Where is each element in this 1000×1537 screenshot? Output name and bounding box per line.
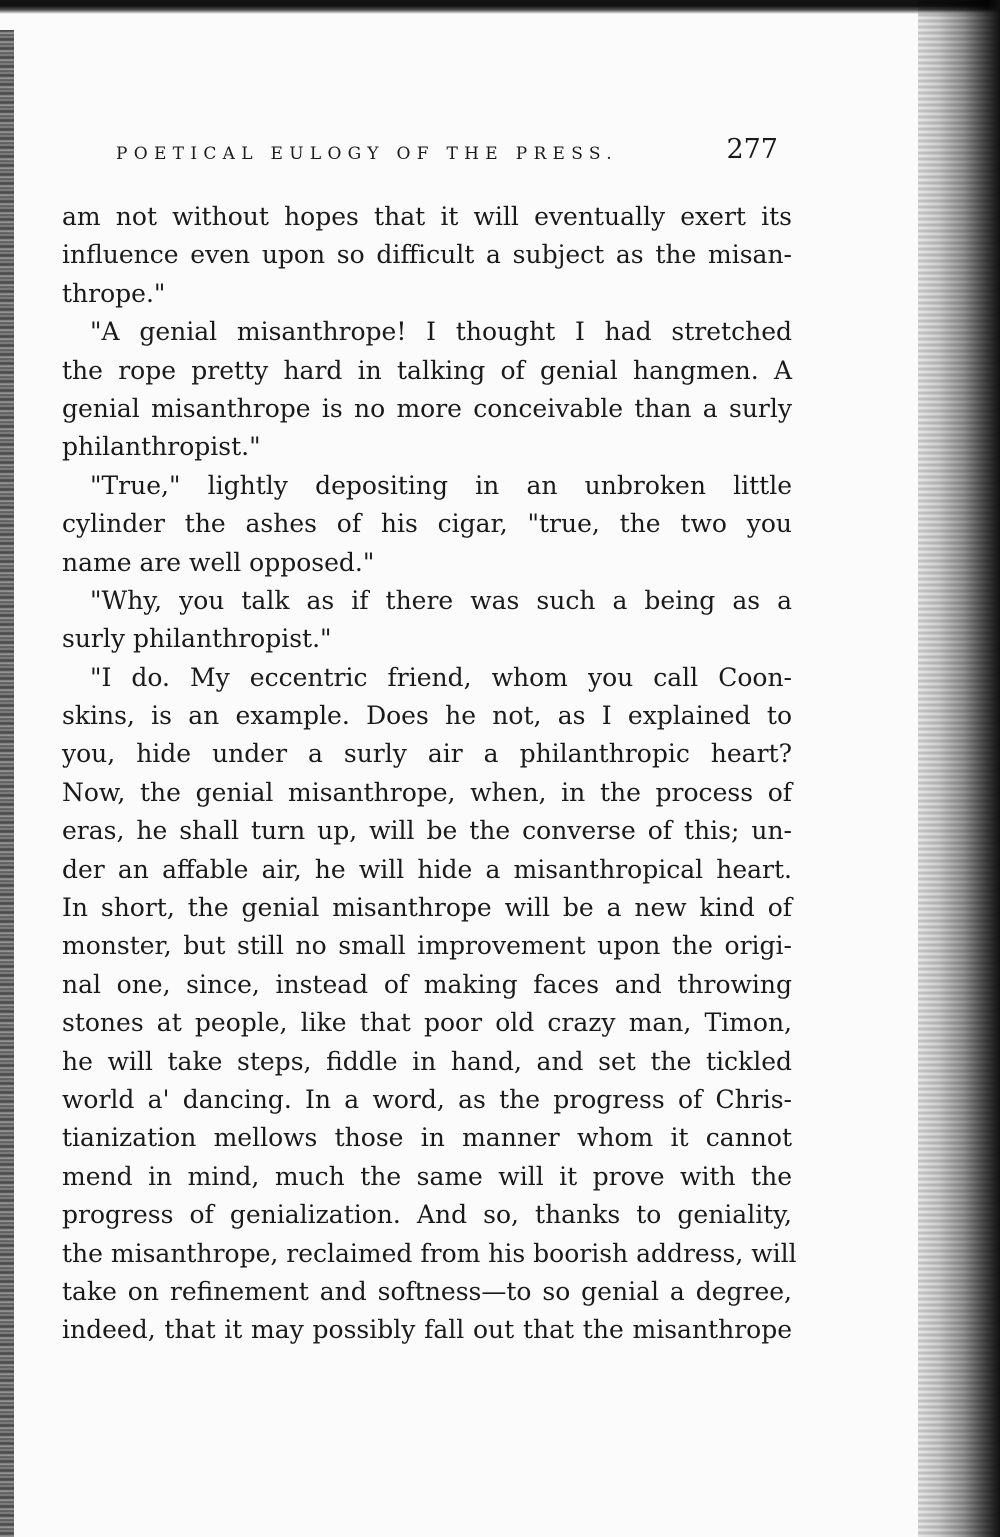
text-line: "True," lightly depositing in an unbroken little: [90, 470, 792, 500]
page-top-shadow: [0, 0, 1000, 14]
text-line: monster, but still no small improvement upon the origi-: [62, 931, 792, 961]
text-line: surly philanthropist.": [62, 624, 332, 654]
text-line: "I do. My eccentric friend, whom you call Coon-: [90, 662, 792, 692]
text-line: genial misanthrope is no more conceivable than a surly: [62, 393, 792, 423]
text-line: mend in mind, much the same will it prove with the: [62, 1161, 792, 1191]
running-head: [116, 134, 778, 174]
text-line: name are well opposed.": [62, 547, 375, 577]
text-line: progress of genialization. And so, thanks to geniality,: [62, 1200, 792, 1230]
text-line: skins, is an example. Does he not, as I explained to: [62, 701, 792, 731]
text-line: In short, the genial misanthrope will be a new kind of: [62, 893, 792, 923]
text-line: take on refinement and softness—to so genial a degree,: [62, 1276, 792, 1306]
body-text: [62, 198, 797, 1350]
running-head-title: POETICAL EULOGY OF THE PRESS.: [116, 144, 618, 164]
text-line: cylinder the ashes of his cigar, "true, the two you: [62, 509, 792, 539]
text-line: stones at people, like that poor old crazy man, Timon,: [62, 1008, 792, 1038]
right-binding-shadow: [918, 0, 1000, 1537]
text-line: eras, he shall turn up, will be the converse of this; un-: [62, 816, 792, 846]
left-page-edge: [0, 30, 14, 1537]
text-line: thrope.": [62, 278, 166, 308]
text-line: you, hide under a surly air a philanthropic heart?: [62, 739, 792, 769]
page-number: 277: [726, 134, 778, 165]
text-line: indeed, that it may possibly fall out that the misanthrope: [62, 1315, 792, 1345]
text-line: influence even upon so difficult a subject as the misan-: [62, 240, 792, 270]
text-line: "Why, you talk as if there was such a being as a: [90, 585, 792, 615]
text-line: "A genial misanthrope! I thought I had stretched: [90, 317, 792, 347]
text-line: philanthropist.": [62, 432, 261, 462]
text-line: Now, the genial misanthrope, when, in the process of: [62, 777, 792, 807]
text-line: der an affable air, he will hide a misanthropical heart.: [62, 854, 792, 884]
text-line: the rope pretty hard in talking of genial hangmen. A: [62, 355, 792, 385]
text-line: he will take steps, fiddle in hand, and set the tickled: [62, 1046, 792, 1076]
text-line: world a' dancing. In a word, as the progress of Chris-: [62, 1084, 792, 1114]
text-line: the misanthrope, reclaimed from his boorish address, will: [62, 1238, 797, 1268]
text-line: nal one, since, instead of making faces and throwing: [62, 969, 792, 999]
text-line: tianization mellows those in manner whom it cannot: [62, 1123, 792, 1153]
text-line: am not without hopes that it will eventually exert its: [62, 202, 792, 231]
